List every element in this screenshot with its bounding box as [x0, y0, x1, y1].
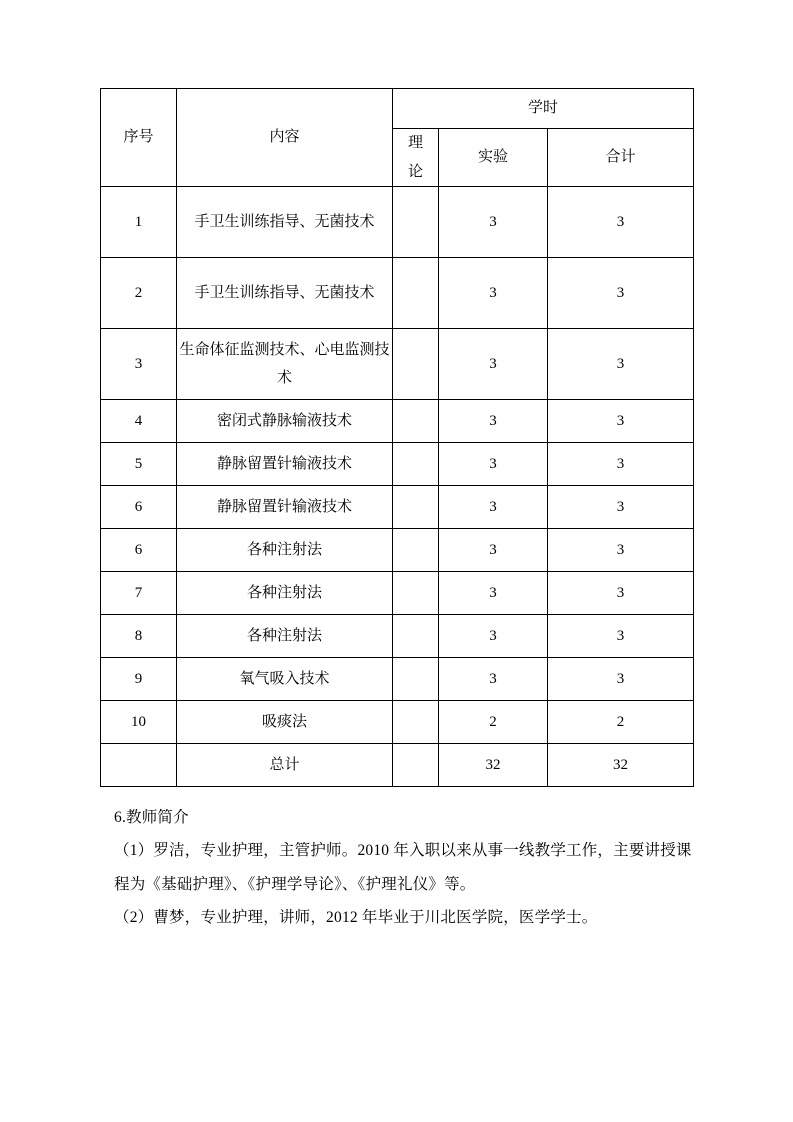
row-experiment: 3	[439, 443, 548, 486]
row-experiment: 3	[439, 329, 548, 400]
row-theory	[393, 572, 439, 615]
row-experiment: 32	[439, 744, 548, 787]
row-content: 各种注射法	[177, 529, 393, 572]
row-total: 3	[548, 329, 694, 400]
table-row	[101, 258, 694, 329]
row-no: 7	[101, 572, 177, 615]
table-row	[101, 529, 694, 572]
row-experiment: 3	[439, 529, 548, 572]
row-theory	[393, 658, 439, 701]
row-content: 生命体征监测技术、心电监测技术	[177, 329, 393, 400]
table-row	[101, 486, 694, 529]
row-no: 3	[101, 329, 177, 400]
row-content: 总计	[177, 744, 393, 787]
table-row	[101, 329, 694, 400]
row-experiment: 3	[439, 258, 548, 329]
row-no: 1	[101, 187, 177, 258]
table-rows	[101, 187, 694, 787]
row-content: 各种注射法	[177, 572, 393, 615]
row-no: 5	[101, 443, 177, 486]
row-theory	[393, 486, 439, 529]
row-total: 3	[548, 572, 694, 615]
row-total: 3	[548, 187, 694, 258]
header-theory: 理 论	[393, 129, 439, 187]
row-experiment: 2	[439, 701, 548, 744]
row-total: 3	[548, 529, 694, 572]
row-total: 3	[548, 615, 694, 658]
teacher-paragraph-2: （2）曹梦，专业护理，讲师，2012 年毕业于川北医学院，医学学士。	[114, 908, 598, 926]
section-heading: 6.教师简介	[114, 809, 189, 826]
row-experiment: 3	[439, 615, 548, 658]
row-total: 3	[548, 443, 694, 486]
row-theory	[393, 187, 439, 258]
row-theory	[393, 529, 439, 572]
row-content: 氧气吸入技术	[177, 658, 393, 701]
row-experiment: 3	[439, 400, 548, 443]
header-hours-group: 学时	[393, 89, 694, 129]
course-hours-table	[100, 88, 694, 787]
row-no: 6	[101, 529, 177, 572]
row-no: 9	[101, 658, 177, 701]
row-experiment: 3	[439, 658, 548, 701]
row-experiment: 3	[439, 572, 548, 615]
row-content: 密闭式静脉输液技术	[177, 400, 393, 443]
header-no: 序号	[101, 89, 177, 187]
table-body	[101, 89, 694, 187]
row-no: 10	[101, 701, 177, 744]
row-total: 3	[548, 658, 694, 701]
row-theory	[393, 443, 439, 486]
row-content: 静脉留置针输液技术	[177, 443, 393, 486]
teacher-intro-section	[100, 801, 693, 934]
row-total: 32	[548, 744, 694, 787]
row-no	[101, 744, 177, 787]
header-content: 内容	[177, 89, 393, 187]
row-experiment: 3	[439, 486, 548, 529]
row-content: 吸痰法	[177, 701, 393, 744]
row-theory	[393, 615, 439, 658]
row-no: 6	[101, 486, 177, 529]
row-content: 手卫生训练指导、无菌技术	[177, 258, 393, 329]
row-theory	[393, 744, 439, 787]
row-content: 各种注射法	[177, 615, 393, 658]
row-theory	[393, 329, 439, 400]
row-total: 3	[548, 400, 694, 443]
row-total: 3	[548, 258, 694, 329]
table-row	[101, 400, 694, 443]
row-content: 静脉留置针输液技术	[177, 486, 393, 529]
teacher-paragraph-1: （1）罗洁，专业护理，主管护师。2010 年入职以来从事一线教学工作，主要讲授课程为《基础护理》、《护理学导论》、《护理礼仪》等。	[114, 842, 692, 893]
row-experiment: 3	[439, 187, 548, 258]
table-row	[101, 443, 694, 486]
row-content: 手卫生训练指导、无菌技术	[177, 187, 393, 258]
header-total: 合计	[548, 129, 694, 187]
row-total: 3	[548, 486, 694, 529]
table-row	[101, 187, 694, 258]
table-row	[101, 744, 694, 787]
row-total: 2	[548, 701, 694, 744]
table-row	[101, 701, 694, 744]
table-header-row-1	[101, 89, 694, 129]
row-theory	[393, 258, 439, 329]
row-no: 2	[101, 258, 177, 329]
table-row	[101, 615, 694, 658]
header-experiment: 实验	[439, 129, 548, 187]
row-no: 4	[101, 400, 177, 443]
table-row	[101, 572, 694, 615]
row-theory	[393, 400, 439, 443]
table-row	[101, 658, 694, 701]
row-theory	[393, 701, 439, 744]
row-no: 8	[101, 615, 177, 658]
